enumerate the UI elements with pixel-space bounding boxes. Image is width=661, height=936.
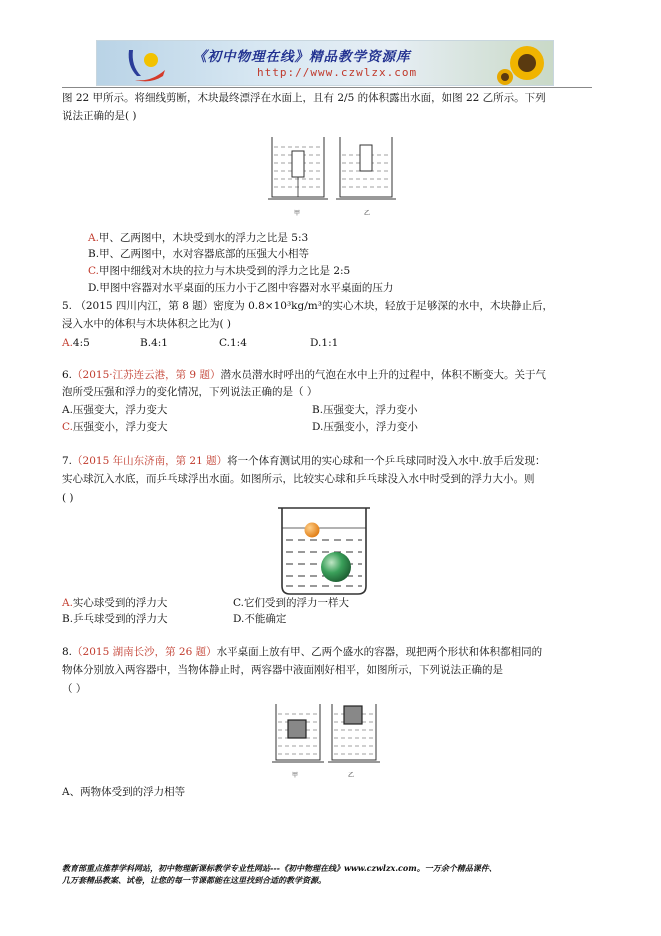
q7-option-b-key: B. bbox=[62, 613, 74, 625]
figure3-label-yi: 乙 bbox=[348, 772, 355, 779]
footer-line-2: 几万套精品教案、试卷，让您的每一节课都能在这里找到合适的教学资源。 bbox=[62, 875, 326, 885]
q4-option-c-text: 甲图中细线对木块的拉力与木块受到的浮力之比是 2:5 bbox=[99, 265, 351, 277]
q7-option-a bbox=[62, 597, 167, 610]
q4-option-a-text: 甲、乙两图中，木块受到水的浮力之比是 5:3 bbox=[98, 232, 309, 244]
q5-option-a-key: A. bbox=[62, 337, 73, 349]
header-banner bbox=[96, 40, 554, 86]
figure-balls-in-water bbox=[276, 506, 372, 598]
q7-option-c bbox=[233, 597, 349, 610]
q4-option-b-text: 甲、乙两图中，水对容器底部的压强大小相等 bbox=[99, 248, 310, 260]
q6-source: （2015·江苏连云港，第 9 题） bbox=[72, 369, 221, 381]
q5-line-2: 浸入水中的体积与木块体积之比为( ) bbox=[62, 318, 232, 330]
q5-option-c-text: 1:4 bbox=[230, 337, 247, 349]
figure-two-containers-objects bbox=[272, 700, 380, 770]
q6-option-b bbox=[312, 404, 418, 417]
q4-option-b-key: B. bbox=[88, 248, 100, 260]
q5-option-c-key: C. bbox=[219, 337, 230, 349]
q6-option-d bbox=[312, 421, 418, 434]
footer-line-1: 教育部重点推荐学科网站，初中物理新课标教学专业性网站---《初中物理在线》www.czwlzx.com。一万余个精品课件、 bbox=[62, 863, 497, 873]
q6-option-c-key: C. bbox=[62, 421, 73, 433]
q4-option-d bbox=[88, 282, 393, 295]
container-yi bbox=[336, 137, 396, 199]
header-rule bbox=[62, 87, 592, 88]
q4-option-c bbox=[88, 265, 350, 278]
q5-option-a bbox=[62, 337, 90, 350]
q4-option-d-key: D. bbox=[88, 282, 100, 294]
q5-option-d-text: 1:1 bbox=[321, 337, 339, 349]
solid-ball-icon bbox=[321, 552, 351, 582]
q6-number: 6. bbox=[62, 369, 73, 381]
q4-option-d-text: 甲图中容器对水平桌面的压力小于乙图中容器对水平桌面的压力 bbox=[99, 282, 394, 294]
q7-option-a-text: 实心球受到的浮力大 bbox=[72, 597, 168, 609]
banner-url[interactable]: http://www.czwlzx.com bbox=[257, 66, 418, 79]
q7-option-b-text: 乒乓球受到的浮力大 bbox=[73, 613, 168, 625]
q6-option-c bbox=[62, 421, 168, 434]
q8-line-1-text: 水平桌面上放有甲、乙两个盛水的容器，现把两个形状和体积都相同的 bbox=[216, 646, 543, 658]
q8-option-a: A、两物体受到的浮力相等 bbox=[62, 786, 186, 798]
q7-line-3: ( ) bbox=[62, 492, 74, 504]
q6-option-c-text: 压强变小，浮力变大 bbox=[73, 421, 168, 433]
q6-option-a-text: 压强变大，浮力变大 bbox=[72, 404, 168, 416]
q5-option-c bbox=[219, 337, 247, 350]
q6-option-d-key: D. bbox=[312, 421, 324, 433]
q7-source: （2015 年山东济南，第 21 题） bbox=[72, 455, 228, 467]
q7-line-1-text: 将一个体育测试用的实心球和一个乒乓球同时没入水中.放手后发现： bbox=[227, 455, 546, 467]
figure1-label-jia: 甲 bbox=[294, 210, 301, 217]
q5-option-d-key: D. bbox=[310, 337, 322, 349]
q4-option-c-key: C. bbox=[88, 265, 99, 277]
container-jia bbox=[268, 137, 328, 199]
q6-option-a bbox=[62, 404, 167, 417]
q4-option-b bbox=[88, 248, 309, 261]
q6-option-a-key: A. bbox=[62, 404, 73, 416]
container-jia-2 bbox=[272, 704, 324, 762]
q7-option-d bbox=[233, 613, 286, 626]
q7-number: 7. bbox=[62, 455, 73, 467]
sunflower-icon bbox=[493, 43, 549, 85]
q4-option-a bbox=[88, 232, 308, 245]
q8-number: 8. bbox=[62, 646, 73, 658]
q8-line-1 bbox=[62, 646, 542, 659]
intro-line-2: 说法正确的是( ) bbox=[62, 110, 137, 122]
q4-option-a-key: A. bbox=[88, 232, 99, 244]
container-yi-2 bbox=[328, 704, 380, 762]
q7-option-a-key: A. bbox=[62, 597, 73, 609]
q6-line-1-text: 潜水员潜水时呼出的气泡在水中上升的过程中，体积不断变大。关于气 bbox=[220, 369, 546, 381]
q5-line-1: 5. （2015 四川内江，第 8 题）密度为 0.8×10³kg/m³的实心木块，轻放于足够深的水中，木块静止后， bbox=[62, 300, 553, 312]
figure-wood-block-containers bbox=[268, 133, 400, 223]
q5-option-b-text: 4:1 bbox=[151, 337, 168, 349]
q7-option-d-text: 不能确定 bbox=[244, 613, 287, 625]
figure1-label-yi: 乙 bbox=[364, 210, 371, 217]
q5-option-b bbox=[140, 337, 168, 350]
q6-option-b-key: B. bbox=[312, 404, 324, 416]
banner-title: 《初中物理在线》精品教学资源库 bbox=[193, 49, 411, 65]
q8-source: （2015 湖南长沙，第 26 题） bbox=[72, 646, 217, 658]
ping-pong-ball-icon bbox=[305, 523, 320, 538]
q7-option-c-key: C. bbox=[233, 597, 244, 609]
q7-option-d-key: D. bbox=[233, 613, 245, 625]
q7-line-1 bbox=[62, 455, 545, 468]
q7-option-b bbox=[62, 613, 168, 626]
q7-option-c-text: 它们受到的浮力一样大 bbox=[244, 597, 349, 609]
q8-line-3: （ ） bbox=[62, 683, 87, 695]
site-logo-icon bbox=[127, 46, 167, 82]
q6-line-1 bbox=[62, 369, 546, 382]
page-footer bbox=[62, 862, 602, 886]
q8-line-2: 物体分别放入两容器中，当物体静止时，两容器中液面刚好相平，如图所示，下列说法正确的是 bbox=[62, 664, 503, 676]
q5-option-a-text: 4:5 bbox=[72, 337, 90, 349]
intro-line-1: 图 22 甲所示。将细线剪断，木块最终漂浮在水面上，且有 2/5 的体积露出水面，如图 22 乙所示。下列 bbox=[62, 92, 546, 104]
q7-line-2: 实心球沉入水底，而乒乓球浮出水面。如图所示，比较实心球和乒乓球没入水中时受到的浮力大小。则 bbox=[62, 473, 535, 485]
figure3-label-jia: 甲 bbox=[292, 772, 299, 779]
q6-option-d-text: 压强变小，浮力变小 bbox=[323, 421, 418, 433]
q6-line-2: 泡所受压强和浮力的变化情况，下列说法正确的是（ ） bbox=[62, 386, 318, 398]
q5-option-b-key: B. bbox=[140, 337, 152, 349]
q5-option-d bbox=[310, 337, 338, 350]
q6-option-b-text: 压强变大，浮力变小 bbox=[323, 404, 418, 416]
